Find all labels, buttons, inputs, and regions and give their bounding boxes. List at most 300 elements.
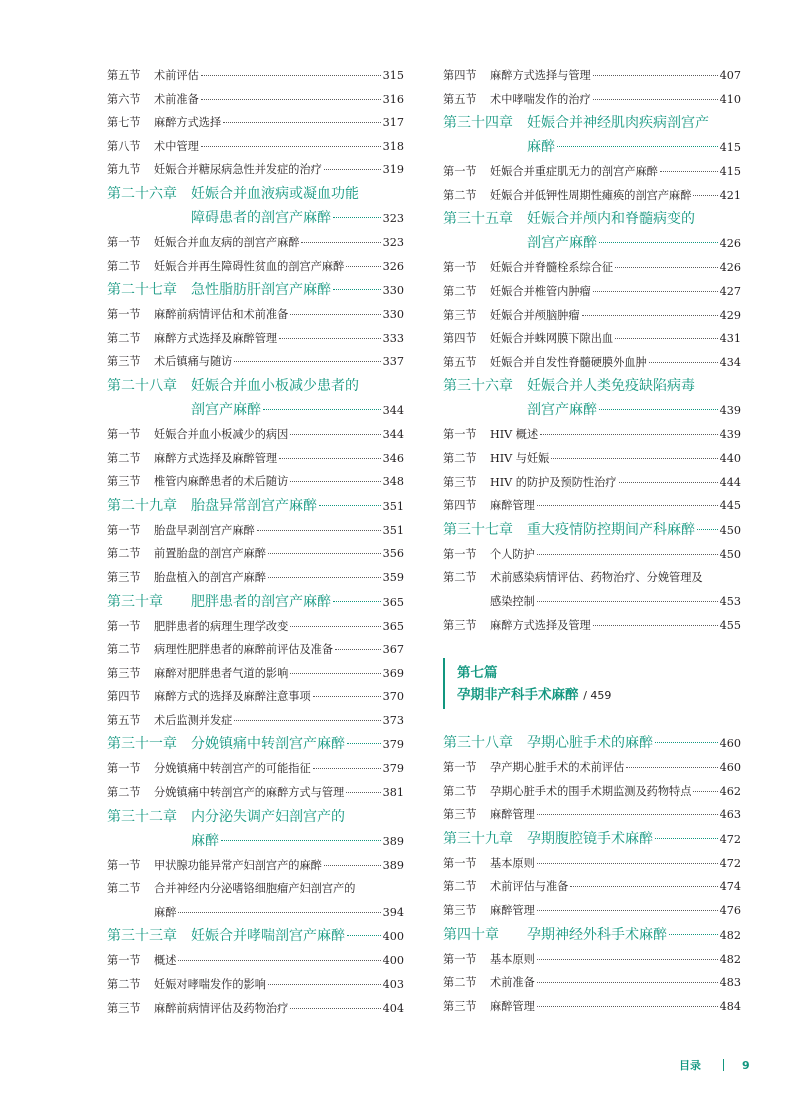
toc-section-entry[interactable] [107, 854, 404, 878]
dot-leader [655, 742, 718, 743]
chapter-title: 剖宫产麻醉 [527, 402, 597, 419]
toc-chapter-entry[interactable] [443, 518, 741, 543]
page-number: 482 [719, 928, 741, 942]
toc-section-entry[interactable] [107, 111, 404, 135]
section-title: 麻醉方式选择及麻醉管理 [154, 451, 278, 465]
toc-section-entry[interactable] [443, 471, 741, 495]
page-number: 462 [719, 784, 741, 798]
section-title: 妊娠合并蛛网膜下隙出血 [490, 332, 614, 346]
toc-section-entry[interactable] [443, 160, 741, 184]
page-number: 439 [719, 404, 741, 418]
toc-section-entry[interactable] [107, 231, 404, 255]
dot-leader [333, 601, 381, 602]
section-number: 第五节 [107, 69, 141, 82]
section-number: 第三节 [443, 308, 477, 322]
toc-section-entry[interactable] [443, 852, 741, 876]
section-title: 术中管理 [154, 139, 199, 153]
page-number: 367 [382, 643, 404, 657]
toc-section-entry[interactable] [107, 303, 404, 327]
toc-chapter-entry[interactable] [107, 374, 404, 398]
section-title: 概述 [154, 954, 177, 968]
toc-section-entry[interactable] [443, 899, 741, 923]
page-number: 483 [719, 976, 741, 990]
section-number: 第二节 [107, 451, 141, 465]
section-number: 第一节 [107, 619, 141, 633]
dot-leader [582, 315, 718, 316]
section-title: HIV 概述 [490, 428, 539, 442]
toc-section-entry[interactable] [443, 280, 741, 304]
dot-leader [537, 1006, 718, 1007]
section-number: 第二节 [107, 547, 141, 561]
chapter-number: 第三十四章 [443, 115, 513, 132]
section-number: 第三节 [107, 475, 141, 489]
page-number: 344 [382, 427, 404, 441]
dot-leader [669, 934, 718, 935]
toc-section-entry[interactable] [107, 997, 404, 1021]
part-number: 第七篇 [457, 665, 498, 682]
section-title: 椎管内麻醉患者的术后随访 [154, 475, 289, 489]
dot-leader [593, 75, 718, 76]
page-number: 318 [382, 139, 404, 153]
page-number: 316 [382, 92, 404, 106]
toc-section-entry[interactable] [443, 447, 741, 471]
page-number: 400 [382, 930, 404, 944]
dot-leader [593, 291, 718, 292]
dot-leader [290, 434, 380, 435]
toc-chapter-entry[interactable] [107, 278, 404, 303]
section-number: 第三节 [107, 355, 141, 369]
toc-section-entry[interactable] [443, 304, 741, 328]
toc-part-entry[interactable] [443, 658, 741, 709]
dot-leader [290, 314, 380, 315]
page-number: 450 [719, 547, 741, 561]
toc-chapter-entry[interactable] [443, 374, 741, 398]
toc-section-entry[interactable] [107, 638, 404, 662]
page-number: 427 [719, 284, 741, 298]
chapter-title: 妊娠合并神经肌肉疾病剖宫产 [527, 115, 709, 132]
page-number: 365 [382, 595, 404, 609]
dot-leader [346, 792, 380, 793]
page-footer [679, 1057, 750, 1073]
section-number: 第二节 [443, 784, 477, 798]
toc-section-entry[interactable] [443, 423, 741, 447]
toc-left-column [107, 64, 404, 1020]
section-title: 麻醉管理 [490, 808, 535, 822]
dot-leader [697, 529, 718, 530]
dot-leader [615, 267, 718, 268]
page-number: 373 [382, 713, 404, 727]
chapter-title: 麻醉 [527, 139, 555, 156]
toc-chapter-entry[interactable] [443, 398, 741, 423]
toc-section-entry[interactable] [443, 614, 741, 638]
chapter-number: 第三十七章 [443, 521, 513, 538]
dot-leader [201, 99, 381, 100]
chapter-number: 第三十六章 [443, 378, 513, 395]
page-number: 484 [719, 999, 741, 1013]
section-number: 第三节 [107, 666, 141, 680]
section-title: 妊娠合并自发性脊髓硬膜外血肿 [490, 355, 647, 369]
dot-leader [537, 505, 718, 506]
toc-section-entry[interactable] [443, 88, 741, 112]
dot-leader [537, 554, 718, 555]
section-title: HIV 的防护及预防性治疗 [490, 475, 617, 489]
dot-leader [599, 242, 718, 243]
section-title: 病理性肥胖患者的麻醉前评估及准备 [154, 643, 334, 657]
toc-section-entry[interactable] [443, 351, 741, 375]
dot-leader [290, 626, 380, 627]
section-title: 麻醉方式的选择及麻醉注意事项 [154, 690, 311, 704]
toc-chapter-entry[interactable] [443, 827, 741, 852]
chapter-title: 孕期腹腔镜手术麻醉 [527, 830, 653, 847]
dot-leader [551, 458, 717, 459]
toc-section-entry[interactable] [107, 566, 404, 590]
toc-section-entry[interactable] [107, 64, 404, 88]
dot-leader [537, 863, 718, 864]
dot-leader [324, 865, 381, 866]
section-number: 第一节 [443, 261, 477, 275]
dot-leader [268, 553, 381, 554]
toc-right-column [443, 64, 741, 1018]
toc-section-entry[interactable] [107, 973, 404, 997]
toc-section-entry[interactable] [107, 615, 404, 639]
section-title: 麻醉方式选择及管理 [490, 618, 591, 632]
dot-leader [234, 720, 380, 721]
page-number: 472 [719, 856, 741, 870]
section-number: 第七节 [107, 116, 141, 130]
section-number: 第一节 [107, 762, 141, 776]
page-number: / 459 [583, 689, 612, 703]
page-number: 439 [719, 428, 741, 442]
dot-leader [263, 409, 381, 410]
section-number: 第一节 [107, 523, 141, 537]
toc-section-entry[interactable] [443, 875, 741, 899]
page-number: 348 [382, 475, 404, 489]
toc-section-entry[interactable] [107, 350, 404, 374]
dot-leader [201, 146, 381, 147]
section-number: 第一节 [443, 547, 477, 561]
page-number: 351 [382, 523, 404, 537]
page-number: 369 [382, 666, 404, 680]
toc-chapter-entry[interactable] [107, 732, 404, 757]
toc-section-entry[interactable] [443, 184, 741, 208]
chapter-number: 第三十八章 [443, 735, 513, 752]
section-title: 分娩镇痛中转剖宫产的麻醉方式与管理 [154, 786, 345, 800]
page-number: 404 [382, 1001, 404, 1015]
page-number: 453 [719, 594, 741, 608]
toc-section-entry[interactable] [107, 88, 404, 112]
page-number: 445 [719, 499, 741, 513]
dot-leader [257, 530, 381, 531]
section-number: 第四节 [443, 69, 477, 82]
section-number: 第一节 [443, 428, 477, 442]
page-number: 434 [719, 355, 741, 369]
toc-section-entry[interactable] [443, 971, 741, 995]
section-title: 分娩镇痛中转剖宫产的可能指征 [154, 762, 311, 776]
page-number: 431 [719, 332, 741, 346]
toc-chapter-entry[interactable] [107, 398, 404, 423]
dot-leader [324, 169, 381, 170]
chapter-number: 第四十章 [443, 926, 499, 943]
section-number: 第三节 [443, 999, 477, 1013]
section-number: 第二节 [107, 786, 141, 800]
section-number: 第二节 [443, 571, 477, 585]
section-number: 第二节 [443, 451, 477, 465]
chapter-number: 第三十章 [107, 593, 163, 610]
section-title: 妊娠合并椎管内肿瘤 [490, 284, 591, 298]
dot-leader [268, 984, 381, 985]
toc-chapter-entry[interactable] [443, 923, 741, 948]
toc-section-entry[interactable] [443, 995, 741, 1019]
page-number: 351 [382, 499, 404, 513]
section-number: 第五节 [107, 713, 141, 727]
toc-section-entry[interactable] [107, 877, 404, 901]
chapter-title: 肥胖患者的剖宫产麻醉 [191, 593, 331, 610]
section-title: 肥胖患者的病理生理学改变 [154, 619, 289, 633]
dot-leader [234, 361, 380, 362]
section-number: 第一节 [443, 856, 477, 870]
section-number: 第三节 [107, 570, 141, 584]
toc-chapter-entry[interactable] [107, 494, 404, 519]
section-number: 第四节 [107, 690, 141, 704]
section-title: 基本原则 [490, 856, 535, 870]
section-title: 孕期心脏手术的围手术期监测及药物特点 [490, 784, 692, 798]
dot-leader [537, 601, 718, 602]
dot-leader [693, 195, 717, 196]
section-number: 第三节 [443, 808, 477, 822]
chapter-title: 剖宫产麻醉 [191, 401, 261, 418]
page-number: 344 [382, 403, 404, 417]
section-number: 第六节 [107, 92, 141, 106]
toc-section-entry[interactable] [443, 590, 741, 614]
dot-leader [619, 482, 718, 483]
page-number: 319 [382, 163, 404, 177]
section-number: 第八节 [107, 139, 141, 153]
dot-leader [221, 840, 381, 841]
section-number: 第五节 [443, 355, 477, 369]
dot-leader [178, 912, 380, 913]
toc-section-entry[interactable] [107, 901, 404, 925]
page-number: 426 [719, 261, 741, 275]
page-number: 394 [382, 905, 404, 919]
toc-chapter-entry[interactable] [107, 590, 404, 615]
toc-section-entry[interactable] [107, 423, 404, 447]
section-title: 前置胎盘的剖宫产麻醉 [154, 547, 266, 561]
section-title: 麻醉前病情评估和术前准备 [154, 308, 289, 322]
page-number: 317 [382, 116, 404, 130]
section-number: 第一节 [443, 165, 477, 179]
page-number: 429 [719, 308, 741, 322]
section-title: 合并神经内分泌嗜铬细胞瘤产妇剖宫产的 [154, 882, 356, 896]
page-number: 315 [382, 69, 404, 82]
page-number: 463 [719, 808, 741, 822]
toc-section-entry[interactable] [443, 494, 741, 518]
section-title: 甲状腺功能异常产妇剖宫产的麻醉 [154, 858, 322, 872]
dot-leader [626, 767, 717, 768]
section-number: 第一节 [107, 858, 141, 872]
toc-section-entry[interactable] [107, 135, 404, 159]
chapter-number: 第二十七章 [107, 282, 177, 299]
dot-leader [279, 458, 381, 459]
section-title: 术前评估与准备 [490, 880, 569, 894]
toc-chapter-entry[interactable] [107, 829, 404, 854]
chapter-title: 妊娠合并血液病或凝血功能 [191, 185, 359, 202]
chapter-title: 剖宫产麻醉 [527, 235, 597, 252]
section-title: 基本原则 [490, 952, 535, 966]
section-title: 术前准备 [490, 976, 535, 990]
page-number: 381 [382, 786, 404, 800]
toc-section-entry[interactable] [443, 948, 741, 972]
chapter-title: 麻醉 [191, 832, 219, 849]
section-number: 第二节 [443, 880, 477, 894]
section-title: 胎盘早剥剖宫产麻醉 [154, 523, 255, 537]
toc-section-entry[interactable] [107, 470, 404, 494]
page-number: 474 [719, 880, 741, 894]
section-title: 麻醉管理 [490, 499, 535, 513]
toc-section-entry[interactable] [107, 757, 404, 781]
toc-section-entry[interactable] [443, 780, 741, 804]
toc-section-entry[interactable] [107, 519, 404, 543]
dot-leader [223, 122, 381, 123]
page-number: 460 [719, 761, 741, 775]
toc-section-entry[interactable] [443, 256, 741, 280]
chapter-number: 第二十九章 [107, 497, 177, 514]
dot-leader [313, 696, 381, 697]
section-number: 第二节 [107, 331, 141, 345]
toc-section-entry[interactable] [443, 566, 741, 590]
page-number: 333 [382, 331, 404, 345]
section-title: 麻醉对肥胖患者气道的影响 [154, 666, 289, 680]
toc-section-entry[interactable] [443, 756, 741, 780]
section-number: 第三节 [443, 475, 477, 489]
dot-leader [268, 577, 381, 578]
chapter-title: 胎盘异常剖宫产麻醉 [191, 497, 317, 514]
toc-section-entry[interactable] [107, 685, 404, 709]
toc-chapter-entry[interactable] [107, 182, 404, 206]
section-title: 术前准备 [154, 92, 199, 106]
toc-chapter-entry[interactable] [443, 731, 741, 756]
dot-leader [290, 481, 380, 482]
section-title: 麻醉方式选择与管理 [490, 69, 591, 82]
section-number: 第一节 [107, 427, 141, 441]
section-title: 妊娠合并重症肌无力的剖宫产麻醉 [490, 165, 658, 179]
section-title: 麻醉方式选择 [154, 116, 222, 130]
toc-chapter-entry[interactable] [107, 206, 404, 231]
section-number: 第四节 [443, 332, 477, 346]
dot-leader [537, 959, 718, 960]
dot-leader [290, 1008, 380, 1009]
toc-section-entry[interactable] [107, 255, 404, 279]
section-title: 妊娠合并血小板减少的病因 [154, 427, 289, 441]
dot-leader [335, 649, 381, 650]
section-title: 妊娠合并脊髓栓系综合征 [490, 261, 614, 275]
toc-section-entry[interactable] [107, 781, 404, 805]
toc-section-entry[interactable] [107, 949, 404, 973]
page-number: 426 [719, 237, 741, 251]
dot-leader [346, 266, 380, 267]
section-number: 第三节 [443, 904, 477, 918]
chapter-number: 第三十九章 [443, 830, 513, 847]
section-title: 麻醉方式选择及麻醉管理 [154, 331, 278, 345]
toc-section-entry[interactable] [107, 542, 404, 566]
section-title: 妊娠合并低钾性周期性瘫痪的剖宫产麻醉 [490, 188, 692, 202]
page-number: 356 [382, 547, 404, 561]
page-number: 359 [382, 570, 404, 584]
page-number: 472 [719, 832, 741, 846]
section-title: 个人防护 [490, 547, 535, 561]
toc-section-entry[interactable] [107, 158, 404, 182]
toc-chapter-entry[interactable] [443, 111, 741, 135]
dot-leader [347, 935, 381, 936]
section-title: 术后镇痛与随访 [154, 355, 233, 369]
page-number: 379 [382, 738, 404, 752]
toc-chapter-entry[interactable] [443, 135, 741, 160]
toc-chapter-entry[interactable] [443, 207, 741, 231]
toc-section-entry[interactable] [443, 543, 741, 567]
dot-leader [537, 910, 718, 911]
page-number: 421 [719, 188, 741, 202]
page-number: 407 [719, 69, 741, 82]
page-number: 415 [719, 165, 741, 179]
toc-section-entry[interactable] [107, 327, 404, 351]
toc-section-entry[interactable] [107, 447, 404, 471]
section-number: 第二节 [107, 882, 141, 896]
section-title: 胎盘植入的剖宫产麻醉 [154, 570, 266, 584]
dot-leader [660, 171, 718, 172]
chapter-number: 第二十六章 [107, 185, 177, 202]
page-number: 450 [719, 523, 741, 537]
page-number: 440 [719, 451, 741, 465]
dot-leader [301, 242, 380, 243]
dot-leader [570, 886, 717, 887]
dot-leader [615, 338, 718, 339]
chapter-number: 第三十一章 [107, 736, 177, 753]
toc-section-entry[interactable] [443, 64, 741, 88]
dot-leader [593, 99, 718, 100]
toc-section-entry[interactable] [107, 709, 404, 733]
section-title: 妊娠合并血友病的剖宫产麻醉 [154, 235, 300, 249]
chapter-title: 妊娠合并颅内和脊髓病变的 [527, 211, 695, 228]
page-number: 370 [382, 690, 404, 704]
page-number: 389 [382, 858, 404, 872]
page-number: 346 [382, 451, 404, 465]
toc-section-entry[interactable] [443, 803, 741, 827]
chapter-number: 第三十三章 [107, 928, 177, 945]
section-number: 第五节 [443, 92, 477, 106]
section-number: 第一节 [107, 235, 141, 249]
section-title: HIV 与妊娠 [490, 451, 550, 465]
section-title: 麻醉管理 [490, 904, 535, 918]
section-number: 第一节 [107, 308, 141, 322]
section-title: 术中哮喘发作的治疗 [490, 92, 591, 106]
section-title: 术前评估 [154, 69, 199, 82]
toc-section-entry[interactable] [107, 662, 404, 686]
dot-leader [655, 838, 718, 839]
toc-section-entry[interactable] [443, 327, 741, 351]
section-title: 妊娠对哮喘发作的影响 [154, 978, 266, 992]
page-number: 365 [382, 619, 404, 633]
section-title: 孕产期心脏手术的术前评估 [490, 761, 625, 775]
dot-leader [599, 409, 718, 410]
toc-chapter-entry[interactable] [107, 924, 404, 949]
toc-chapter-entry[interactable] [443, 231, 741, 256]
section-number: 第一节 [443, 952, 477, 966]
section-number: 第二节 [107, 259, 141, 273]
dot-leader [319, 505, 381, 506]
chapter-title: 孕期神经外科手术麻醉 [527, 926, 667, 943]
toc-chapter-entry[interactable] [107, 805, 404, 829]
section-number: 第二节 [107, 643, 141, 657]
dot-leader [540, 434, 717, 435]
